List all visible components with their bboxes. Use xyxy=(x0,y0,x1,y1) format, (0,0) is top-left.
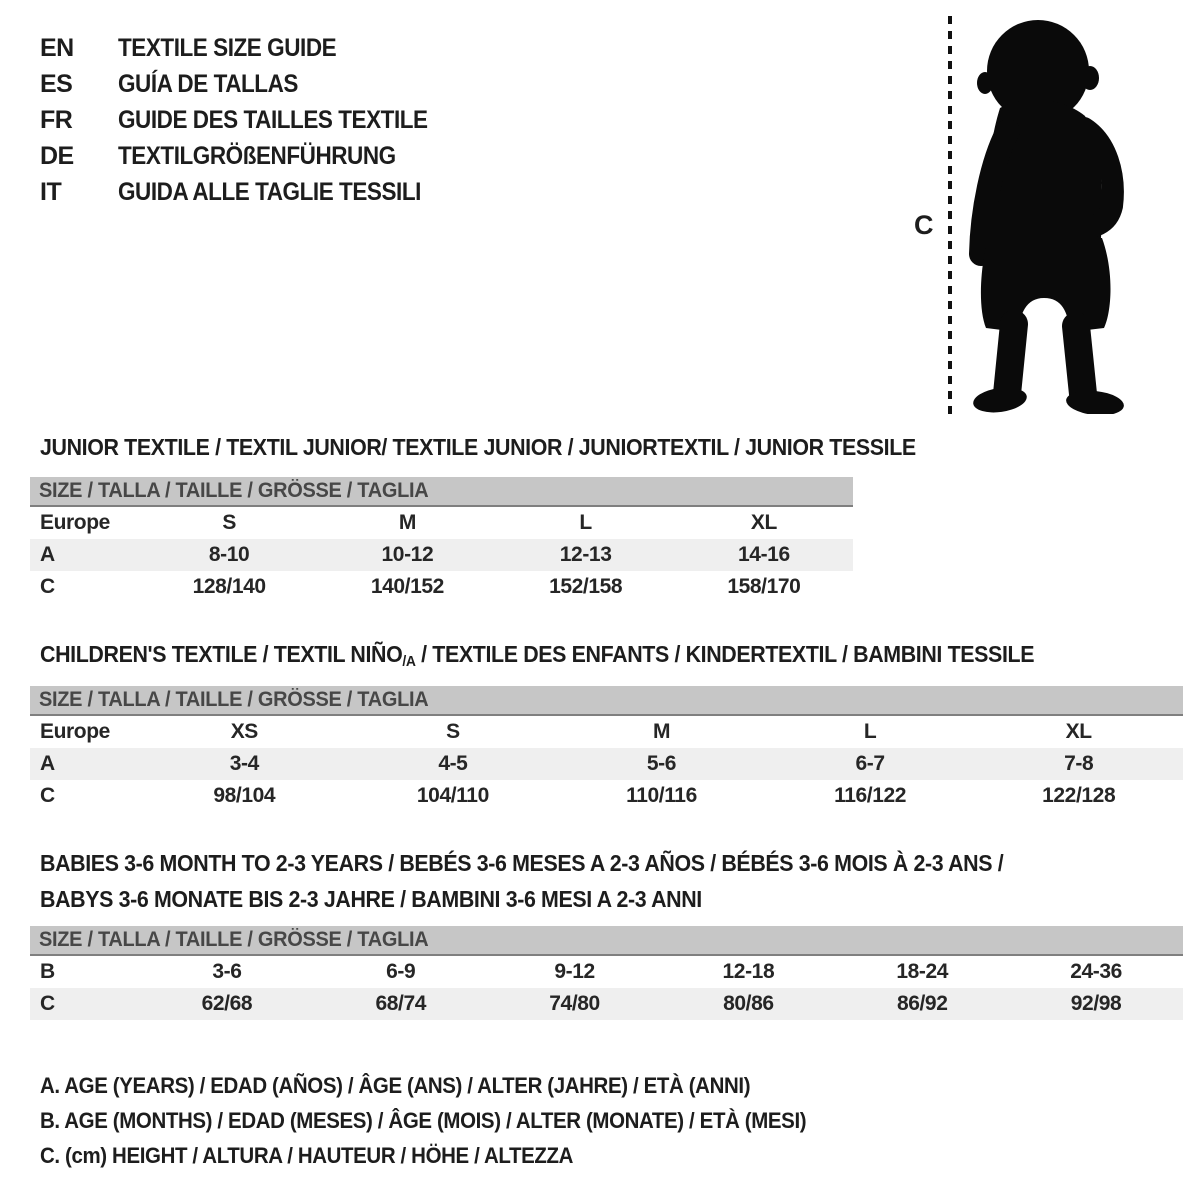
size-cell: L xyxy=(863,720,877,743)
language-code: FR xyxy=(40,105,73,134)
legend-line-a: A. AGE (YEARS) / EDAD (AÑOS) / ÂGE (ANS) / ALTER (JAHRE) / ETÀ (ANNI) xyxy=(40,1073,751,1098)
guide-title: TEXTILGRÖßENFÜHRUNG xyxy=(118,141,396,170)
table-row xyxy=(30,748,1183,780)
size-cell: 24-36 xyxy=(1070,960,1122,983)
row-label: C xyxy=(40,784,55,807)
size-cell: 5-6 xyxy=(646,752,677,775)
size-cell: 4-5 xyxy=(438,752,468,775)
height-measure-dashed-line xyxy=(948,16,952,416)
babies-size-table xyxy=(30,926,1183,1020)
size-header-label: SIZE / TALLA / TAILLE / GRÖSSE / TAGLIA xyxy=(39,479,429,502)
size-header-label: SIZE / TALLA / TAILLE / GRÖSSE / TAGLIA xyxy=(39,688,429,711)
size-cell: 6-9 xyxy=(386,960,416,983)
children-title-subscript: /A xyxy=(402,653,416,670)
row-label: C xyxy=(40,992,55,1015)
children-table xyxy=(30,716,1183,812)
size-cell: 62/68 xyxy=(201,992,253,1015)
guide-title: GUIDE DES TAILLES TEXTILE xyxy=(118,105,428,134)
junior-size-table xyxy=(30,477,853,603)
language-row-en xyxy=(40,30,462,66)
size-cell: 7-8 xyxy=(1064,752,1094,775)
language-code: EN xyxy=(40,33,74,62)
table-row xyxy=(30,956,1183,988)
size-cell: 68/74 xyxy=(375,992,427,1015)
junior-section-title: JUNIOR TEXTILE / TEXTIL JUNIOR/ TEXTILE JUNIOR / JUNIORTEXTIL / JUNIOR TESSILE xyxy=(40,434,916,460)
size-cell: 10-12 xyxy=(381,543,434,566)
size-header-label: SIZE / TALLA / TAILLE / GRÖSSE / TAGLIA xyxy=(39,928,429,951)
size-cell: 74/80 xyxy=(549,992,600,1015)
row-label: C xyxy=(40,575,55,598)
table-row xyxy=(30,539,853,571)
language-row-es xyxy=(40,66,462,102)
size-cell: 128/140 xyxy=(192,575,266,598)
height-measure-label: C xyxy=(914,210,934,240)
size-header-bar xyxy=(30,477,853,507)
size-cell: S xyxy=(222,511,236,534)
babies-table xyxy=(30,956,1183,1020)
size-cell: 12-18 xyxy=(722,960,775,983)
legend-line-b: B. AGE (MONTHS) / EDAD (MESES) / ÂGE (MOIS) / ALTER (MONATE) / ETÀ (MESI) xyxy=(40,1108,807,1133)
table-row xyxy=(30,571,853,603)
children-size-table xyxy=(30,686,1183,812)
children-section-title xyxy=(40,641,1034,670)
legend xyxy=(40,1068,864,1173)
size-cell: XL xyxy=(750,511,777,534)
children-title-prefix: CHILDREN'S TEXTILE / TEXTIL NIÑO xyxy=(40,641,403,667)
size-cell: 116/122 xyxy=(834,784,907,807)
table-row xyxy=(30,716,1183,748)
size-cell: 9-12 xyxy=(554,960,595,983)
size-cell: 98/104 xyxy=(213,784,276,807)
size-cell: M xyxy=(398,511,416,534)
size-cell: 158/170 xyxy=(727,575,801,598)
language-row-fr xyxy=(40,102,462,138)
size-cell: XL xyxy=(1065,720,1092,743)
babies-title-line1: BABIES 3-6 MONTH TO 2-3 YEARS / BEBÉS 3-6 MESES A 2-3 AÑOS / BÉBÉS 3-6 MOIS À 2-3 ANS / xyxy=(40,850,1004,876)
row-label: B xyxy=(40,960,55,983)
row-label: Europe xyxy=(40,720,110,743)
children-title-suffix: / TEXTILE DES ENFANTS / KINDERTEXTIL / BAMBINI TESSILE xyxy=(415,641,1035,667)
size-header-bar xyxy=(30,686,1183,716)
language-code: IT xyxy=(40,177,62,206)
language-row-it xyxy=(40,174,462,210)
size-header-bar xyxy=(30,926,1183,956)
size-cell: 140/152 xyxy=(370,575,444,598)
size-cell: 3-4 xyxy=(229,752,259,775)
legend-line-c: C. (cm) HEIGHT / ALTURA / HAUTEUR / HÖHE / ALTEZZA xyxy=(40,1143,574,1168)
size-cell: 122/128 xyxy=(1042,784,1116,807)
row-label: A xyxy=(40,752,55,775)
table-row xyxy=(30,507,853,539)
language-code: DE xyxy=(40,141,74,170)
table-row xyxy=(30,780,1183,812)
guide-title: TEXTILE SIZE GUIDE xyxy=(118,33,337,62)
size-cell: 14-16 xyxy=(738,543,790,566)
size-cell: 12-13 xyxy=(559,543,612,566)
size-cell: 104/110 xyxy=(416,784,489,807)
row-label: Europe xyxy=(40,511,110,534)
size-cell: 86/92 xyxy=(896,992,948,1015)
language-title-list xyxy=(40,30,462,210)
table-row xyxy=(30,988,1183,1020)
size-cell: S xyxy=(446,720,460,743)
size-cell: 152/158 xyxy=(549,575,623,598)
guide-title: GUIDA ALLE TAGLIE TESSILI xyxy=(118,177,421,206)
babies-section-title xyxy=(40,845,1003,917)
babies-title-line2: BABYS 3-6 MONATE BIS 2-3 JAHRE / BAMBINI 3-6 MESI A 2-3 ANNI xyxy=(40,886,702,912)
toddler-silhouette-icon xyxy=(964,16,1136,414)
size-cell: XS xyxy=(230,720,258,743)
size-cell: 8-10 xyxy=(208,543,250,566)
size-cell: 92/98 xyxy=(1070,992,1122,1015)
junior-table xyxy=(30,507,853,603)
guide-title: GUÍA DE TALLAS xyxy=(118,69,298,98)
size-cell: M xyxy=(652,720,671,743)
size-cell: L xyxy=(579,511,592,534)
row-label: A xyxy=(40,543,55,566)
language-code: ES xyxy=(40,69,73,98)
size-cell: 80/86 xyxy=(723,992,774,1015)
size-cell: 110/116 xyxy=(626,784,697,807)
size-cell: 18-24 xyxy=(896,960,949,983)
size-cell: 3-6 xyxy=(212,960,242,983)
size-cell: 6-7 xyxy=(855,752,885,775)
language-row-de xyxy=(40,138,462,174)
